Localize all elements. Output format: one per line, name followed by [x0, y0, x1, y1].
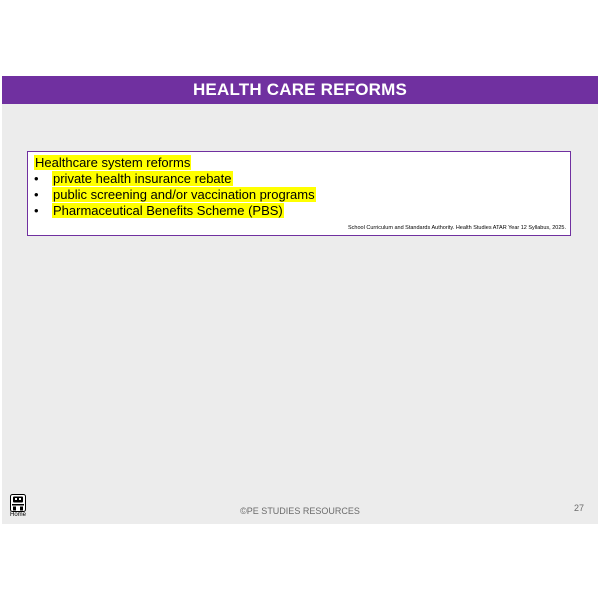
list-item: [34, 187, 316, 203]
slide-title: HEALTH CARE REFORMS: [192, 80, 408, 99]
bullet-icon: •: [34, 171, 39, 186]
citation: School Curriculum and Standards Authority. Health Studies ATAR Year 12 Syllabus, 2025.: [348, 225, 566, 231]
home-label: Home: [9, 512, 26, 518]
bullet-icon: •: [34, 203, 39, 218]
bullet-list: [34, 171, 316, 219]
box-heading-text: Healthcare system reforms: [35, 155, 191, 170]
list-item: [34, 171, 316, 187]
slide: [2, 76, 598, 524]
title-bar: [2, 76, 598, 104]
page-number: 27: [573, 503, 584, 513]
bullet-text: public screening and/or vaccination programs: [53, 187, 315, 202]
bullet-icon: •: [34, 187, 39, 202]
list-item: [34, 203, 316, 219]
box-heading: [34, 155, 191, 170]
footer-copyright: ©PE STUDIES RESOURCES: [240, 506, 360, 516]
bullet-text: Pharmaceutical Benefits Scheme (PBS): [53, 203, 283, 218]
content-box: [27, 151, 571, 236]
bullet-text: private health insurance rebate: [53, 171, 232, 186]
